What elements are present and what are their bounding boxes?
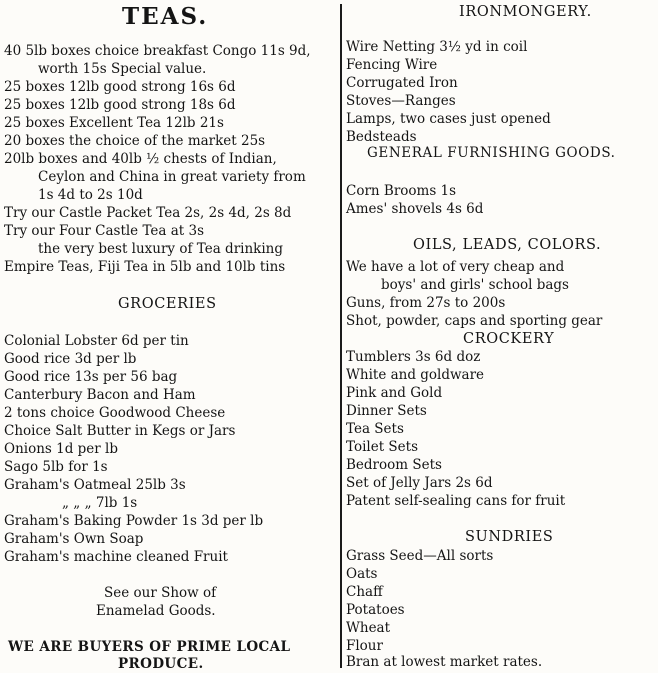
ironmongery-line: Fencing Wire bbox=[346, 57, 438, 73]
show-notice: Enamelad Goods. bbox=[96, 603, 216, 619]
teas-line: 25 boxes 12lb good strong 16s 6d bbox=[4, 79, 236, 95]
sundries-line: Potatoes bbox=[346, 602, 405, 618]
oils-line: Shot, powder, caps and sporting gear bbox=[346, 313, 603, 329]
ironmongery-line: Stoves—Ranges bbox=[346, 93, 456, 109]
groceries-line: Graham's Own Soap bbox=[4, 531, 144, 547]
ironmongery-heading: IRONMONGERY. bbox=[459, 4, 592, 20]
teas-line: Empire Teas, Fiji Tea in 5lb and 10lb tins bbox=[4, 259, 286, 275]
sundries-line: Grass Seed—All sorts bbox=[346, 548, 494, 564]
groceries-line: Graham's Baking Powder 1s 3d per lb bbox=[4, 513, 264, 529]
crockery-line: Toilet Sets bbox=[346, 439, 419, 455]
ironmongery-line: Lamps, two cases just opened bbox=[346, 111, 551, 127]
groceries-line: Onions 1d per lb bbox=[4, 441, 118, 457]
teas-line: 25 boxes 12lb good strong 18s 6d bbox=[4, 97, 236, 113]
ironmongery-line: Bedsteads bbox=[346, 129, 417, 145]
teas-line: 1s 4d to 2s 10d bbox=[38, 187, 143, 203]
crockery-line: Set of Jelly Jars 2s 6d bbox=[346, 475, 493, 491]
groceries-line: Choice Salt Butter in Kegs or Jars bbox=[4, 423, 236, 439]
buyers-notice: PRODUCE. bbox=[118, 656, 204, 672]
teas-line: 25 boxes Excellent Tea 12lb 21s bbox=[4, 115, 224, 131]
crockery-line: Tea Sets bbox=[346, 421, 404, 437]
sundries-line: Flour bbox=[346, 638, 383, 654]
crockery-line: Patent self-sealing cans for fruit bbox=[346, 493, 566, 509]
teas-line: Try our Castle Packet Tea 2s, 2s 4d, 2s 8d bbox=[4, 205, 292, 221]
furnishing-line: Ames' shovels 4s 6d bbox=[346, 201, 484, 217]
column-divider bbox=[340, 4, 342, 668]
groceries-line: 2 tons choice Goodwood Cheese bbox=[4, 405, 226, 421]
oils-heading: OILS, LEADS, COLORS. bbox=[413, 237, 602, 253]
oils-line: We have a lot of very cheap and bbox=[346, 259, 565, 275]
teas-line: 20lb boxes and 40lb ½ chests of Indian, bbox=[4, 151, 277, 167]
furnishing-heading: GENERAL FURNISHING GOODS. bbox=[367, 145, 616, 161]
groceries-line: „ „ „ 7lb 1s bbox=[62, 495, 138, 511]
groceries-line: Good rice 13s per 56 bag bbox=[4, 369, 178, 385]
teas-line: 40 5lb boxes choice breakfast Congo 11s 9d, bbox=[4, 43, 311, 59]
groceries-heading: GROCERIES bbox=[118, 296, 217, 312]
sundries-line: Wheat bbox=[346, 620, 391, 636]
oils-line: Guns, from 27s to 200s bbox=[346, 295, 506, 311]
teas-line: 20 boxes the choice of the market 25s bbox=[4, 133, 266, 149]
teas-line: worth 15s Special value. bbox=[38, 61, 207, 77]
sundries-line: Chaff bbox=[346, 584, 383, 600]
teas-heading: TEAS. bbox=[122, 3, 209, 30]
teas-line: Ceylon and China in great variety from bbox=[38, 169, 306, 185]
teas-line: the very best luxury of Tea drinking bbox=[38, 241, 283, 257]
ironmongery-line: Wire Netting 3½ yd in coil bbox=[346, 39, 528, 55]
crockery-line: Tumblers 3s 6d doz bbox=[346, 349, 481, 365]
crockery-line: White and goldware bbox=[346, 367, 485, 383]
sundries-line: Oats bbox=[346, 566, 378, 582]
teas-line: Try our Four Castle Tea at 3s bbox=[4, 223, 205, 239]
crockery-heading: CROCKERY bbox=[463, 331, 555, 347]
groceries-line: Graham's Oatmeal 25lb 3s bbox=[4, 477, 186, 493]
groceries-line: Canterbury Bacon and Ham bbox=[4, 387, 196, 403]
groceries-line: Good rice 3d per lb bbox=[4, 351, 137, 367]
crockery-line: Pink and Gold bbox=[346, 385, 443, 401]
sundries-heading: SUNDRIES bbox=[465, 529, 554, 545]
furnishing-line: Corn Brooms 1s bbox=[346, 183, 457, 199]
sundries-line: Bran at lowest market rates. bbox=[346, 654, 543, 670]
groceries-line: Sago 5lb for 1s bbox=[4, 459, 108, 475]
crockery-line: Dinner Sets bbox=[346, 403, 427, 419]
ironmongery-line: Corrugated Iron bbox=[346, 75, 458, 91]
crockery-line: Bedroom Sets bbox=[346, 457, 442, 473]
show-notice: See our Show of bbox=[104, 585, 217, 601]
oils-line: boys' and girls' school bags bbox=[381, 277, 569, 293]
buyers-notice: WE ARE BUYERS OF PRIME LOCAL bbox=[8, 639, 291, 655]
groceries-line: Colonial Lobster 6d per tin bbox=[4, 333, 189, 349]
groceries-line: Graham's machine cleaned Fruit bbox=[4, 549, 228, 565]
